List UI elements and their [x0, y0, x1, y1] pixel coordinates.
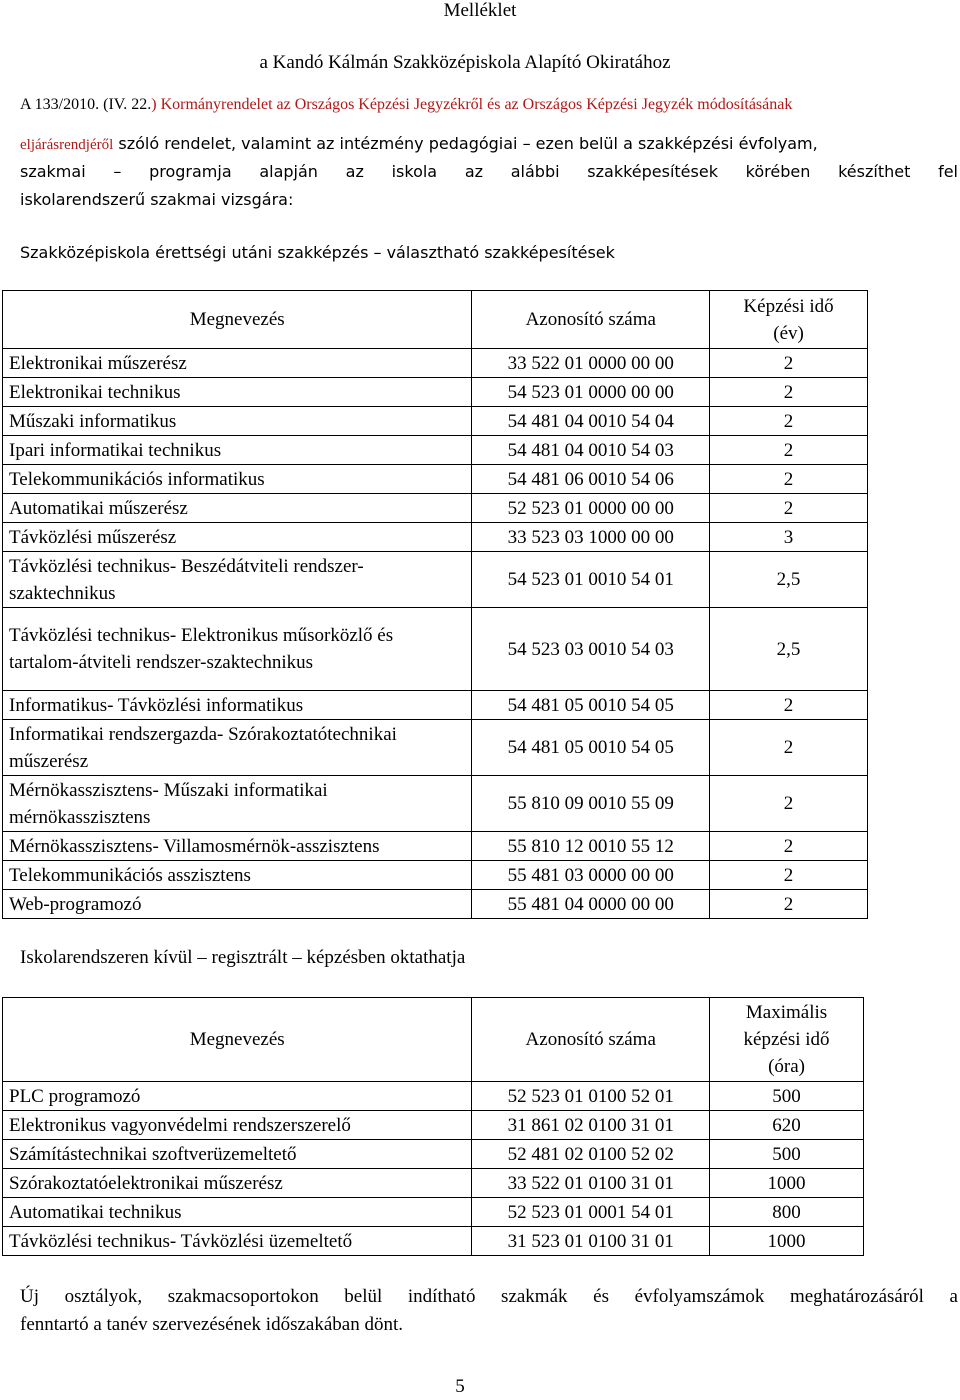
- row-id: 54 481 04 0010 54 03: [472, 436, 710, 465]
- section2-heading: Iskolarendszeren kívül – regisztrált – képzésben oktathatja: [20, 947, 466, 968]
- row-duration: 2,5: [710, 552, 868, 608]
- row-id: 33 522 01 0000 00 00: [472, 349, 710, 378]
- row-name: Mérnökasszisztens- Villamosmérnök-asszisztens: [3, 832, 472, 861]
- row-name: Telekommunikációs asszisztens: [3, 861, 472, 890]
- row-id: 55 481 03 0000 00 00: [472, 861, 710, 890]
- table-row: [3, 1140, 864, 1169]
- row-hours: 1000: [710, 1227, 864, 1256]
- row-name: Elektronikai műszerész: [3, 349, 472, 378]
- table-row: [3, 378, 868, 407]
- col-header-id: Azonosító száma: [472, 291, 710, 349]
- row-duration: 2: [710, 720, 868, 776]
- row-name: Ipari informatikai technikus: [3, 436, 472, 465]
- row-name: Web-programozó: [3, 890, 472, 919]
- row-name: Informatikus- Távközlési informatikus: [3, 691, 472, 720]
- row-hours: 500: [710, 1140, 864, 1169]
- table-row: [3, 494, 868, 523]
- row-name: Szórakoztatóelektronikai műszerész: [3, 1169, 472, 1198]
- row-name: Műszaki informatikus: [3, 407, 472, 436]
- row-duration: 2,5: [710, 608, 868, 691]
- table-row: [3, 861, 868, 890]
- table-row: [3, 552, 868, 608]
- section1-heading: Szakközépiskola érettségi utáni szakképzés – választható szakképesítések: [20, 243, 615, 262]
- row-duration: 2: [710, 465, 868, 494]
- page-number: 5: [455, 1376, 465, 1397]
- row-duration: 2: [710, 407, 868, 436]
- row-name: Telekommunikációs informatikus: [3, 465, 472, 494]
- table-header-row: [3, 998, 864, 1082]
- row-name: Mérnökasszisztens- Műszaki informatikai mérnökasszisztens: [3, 776, 472, 832]
- row-name: Informatikai rendszergazda- Szórakoztatótechnikai műszerész: [3, 720, 472, 776]
- row-id: 55 810 09 0010 55 09: [472, 776, 710, 832]
- row-duration: 2: [710, 436, 868, 465]
- row-hours: 620: [710, 1111, 864, 1140]
- row-id: 54 481 05 0010 54 05: [472, 691, 710, 720]
- table-row: [3, 1227, 864, 1256]
- table-row: [3, 1111, 864, 1140]
- intro-line-1: [20, 94, 960, 116]
- row-id: 33 522 01 0100 31 01: [472, 1169, 710, 1198]
- closing-line-1: Új osztályok, szakmacsoportokon belül indítható szakmák és évfolyamszámok meghatározásáról a: [20, 1286, 958, 1307]
- table-row: [3, 349, 868, 378]
- intro-line-1-prefix: A 133/2010. (IV. 22.: [20, 96, 152, 113]
- row-name: PLC programozó: [3, 1082, 472, 1111]
- row-name: Távközlési technikus- Elektronikus műsorközlő és tartalom-átviteli rendszer-szaktechnikus: [3, 608, 472, 691]
- row-id: 54 481 04 0010 54 04: [472, 407, 710, 436]
- row-id: 55 481 04 0000 00 00: [472, 890, 710, 919]
- table-row: [3, 608, 868, 691]
- row-name: Számítástechnikai szoftverüzemeltető: [3, 1140, 472, 1169]
- col-header-max-duration: Maximális képzési idő (óra): [710, 998, 864, 1082]
- row-id: 52 481 02 0100 52 02: [472, 1140, 710, 1169]
- table-row: [3, 890, 868, 919]
- table-row: [3, 720, 868, 776]
- row-duration: 2: [710, 890, 868, 919]
- intro-line-1-rest: ) Kormányrendelet az Országos Képzési Jegyzékről és az Országos Képzési Jegyzék módosításának: [151, 96, 793, 113]
- table-row: [3, 691, 868, 720]
- col-header-id: Azonosító száma: [472, 998, 710, 1082]
- col-header-name: Megnevezés: [3, 998, 472, 1082]
- row-id: 31 523 01 0100 31 01: [472, 1227, 710, 1256]
- row-duration: 2: [710, 832, 868, 861]
- row-duration: 2: [710, 776, 868, 832]
- row-hours: 1000: [710, 1169, 864, 1198]
- table-row: [3, 407, 868, 436]
- table-row: [3, 832, 868, 861]
- row-name: Távközlési technikus- Beszédátviteli rendszer-szaktechnikus: [3, 552, 472, 608]
- row-duration: 2: [710, 349, 868, 378]
- row-id: 54 523 01 0000 00 00: [472, 378, 710, 407]
- row-hours: 500: [710, 1082, 864, 1111]
- annex-title: Melléklet: [443, 0, 517, 21]
- intro-line-4: iskolarendszerű szakmai vizsgára:: [20, 190, 294, 209]
- row-id: 52 523 01 0100 52 01: [472, 1082, 710, 1111]
- row-id: 31 861 02 0100 31 01: [472, 1111, 710, 1140]
- row-duration: 2: [710, 378, 868, 407]
- row-id: 33 523 03 1000 00 00: [472, 523, 710, 552]
- table-row: [3, 436, 868, 465]
- table-row: [3, 523, 868, 552]
- row-name: Automatikai műszerész: [3, 494, 472, 523]
- row-id: 54 481 05 0010 54 05: [472, 720, 710, 776]
- row-id: 55 810 12 0010 55 12: [472, 832, 710, 861]
- table-row: [3, 465, 868, 494]
- row-duration: 2: [710, 494, 868, 523]
- row-duration: 2: [710, 861, 868, 890]
- table-row: [3, 1082, 864, 1111]
- qualifications-table: [2, 290, 868, 919]
- col-header-duration: Képzési idő (év): [710, 291, 868, 349]
- registered-training-table: [2, 997, 864, 1256]
- row-id: 54 523 01 0010 54 01: [472, 552, 710, 608]
- row-name: Távközlési műszerész: [3, 523, 472, 552]
- intro-line-2-b: szóló rendelet, valamint az intézmény pedagógiai – ezen belül a szakképzési évfolyam,: [113, 134, 818, 153]
- row-name: Elektronikus vagyonvédelmi rendszerszerelő: [3, 1111, 472, 1140]
- row-name: Automatikai technikus: [3, 1198, 472, 1227]
- intro-line-2: [20, 131, 960, 156]
- row-duration: 3: [710, 523, 868, 552]
- row-name: Távközlési technikus- Távközlési üzemeltető: [3, 1227, 472, 1256]
- row-id: 54 523 03 0010 54 03: [472, 608, 710, 691]
- row-id: 52 523 01 0000 00 00: [472, 494, 710, 523]
- row-id: 54 481 06 0010 54 06: [472, 465, 710, 494]
- table-row: [3, 1169, 864, 1198]
- closing-line-2: fenntartó a tanév szervezésének időszakában dönt.: [20, 1314, 403, 1335]
- intro-line-3: szakmai – programja alapján az iskola az alábbi szakképesítések körében készíthet fel: [20, 162, 958, 181]
- table-header-row: [3, 291, 868, 349]
- annex-subtitle: a Kandó Kálmán Szakközépiskola Alapító Okiratához: [259, 52, 671, 73]
- col-header-name: Megnevezés: [3, 291, 472, 349]
- row-hours: 800: [710, 1198, 864, 1227]
- table-row: [3, 1198, 864, 1227]
- row-duration: 2: [710, 691, 868, 720]
- table-row: [3, 776, 868, 832]
- intro-line-2-a: eljárásrendjéről: [20, 137, 114, 153]
- row-id: 52 523 01 0001 54 01: [472, 1198, 710, 1227]
- row-name: Elektronikai technikus: [3, 378, 472, 407]
